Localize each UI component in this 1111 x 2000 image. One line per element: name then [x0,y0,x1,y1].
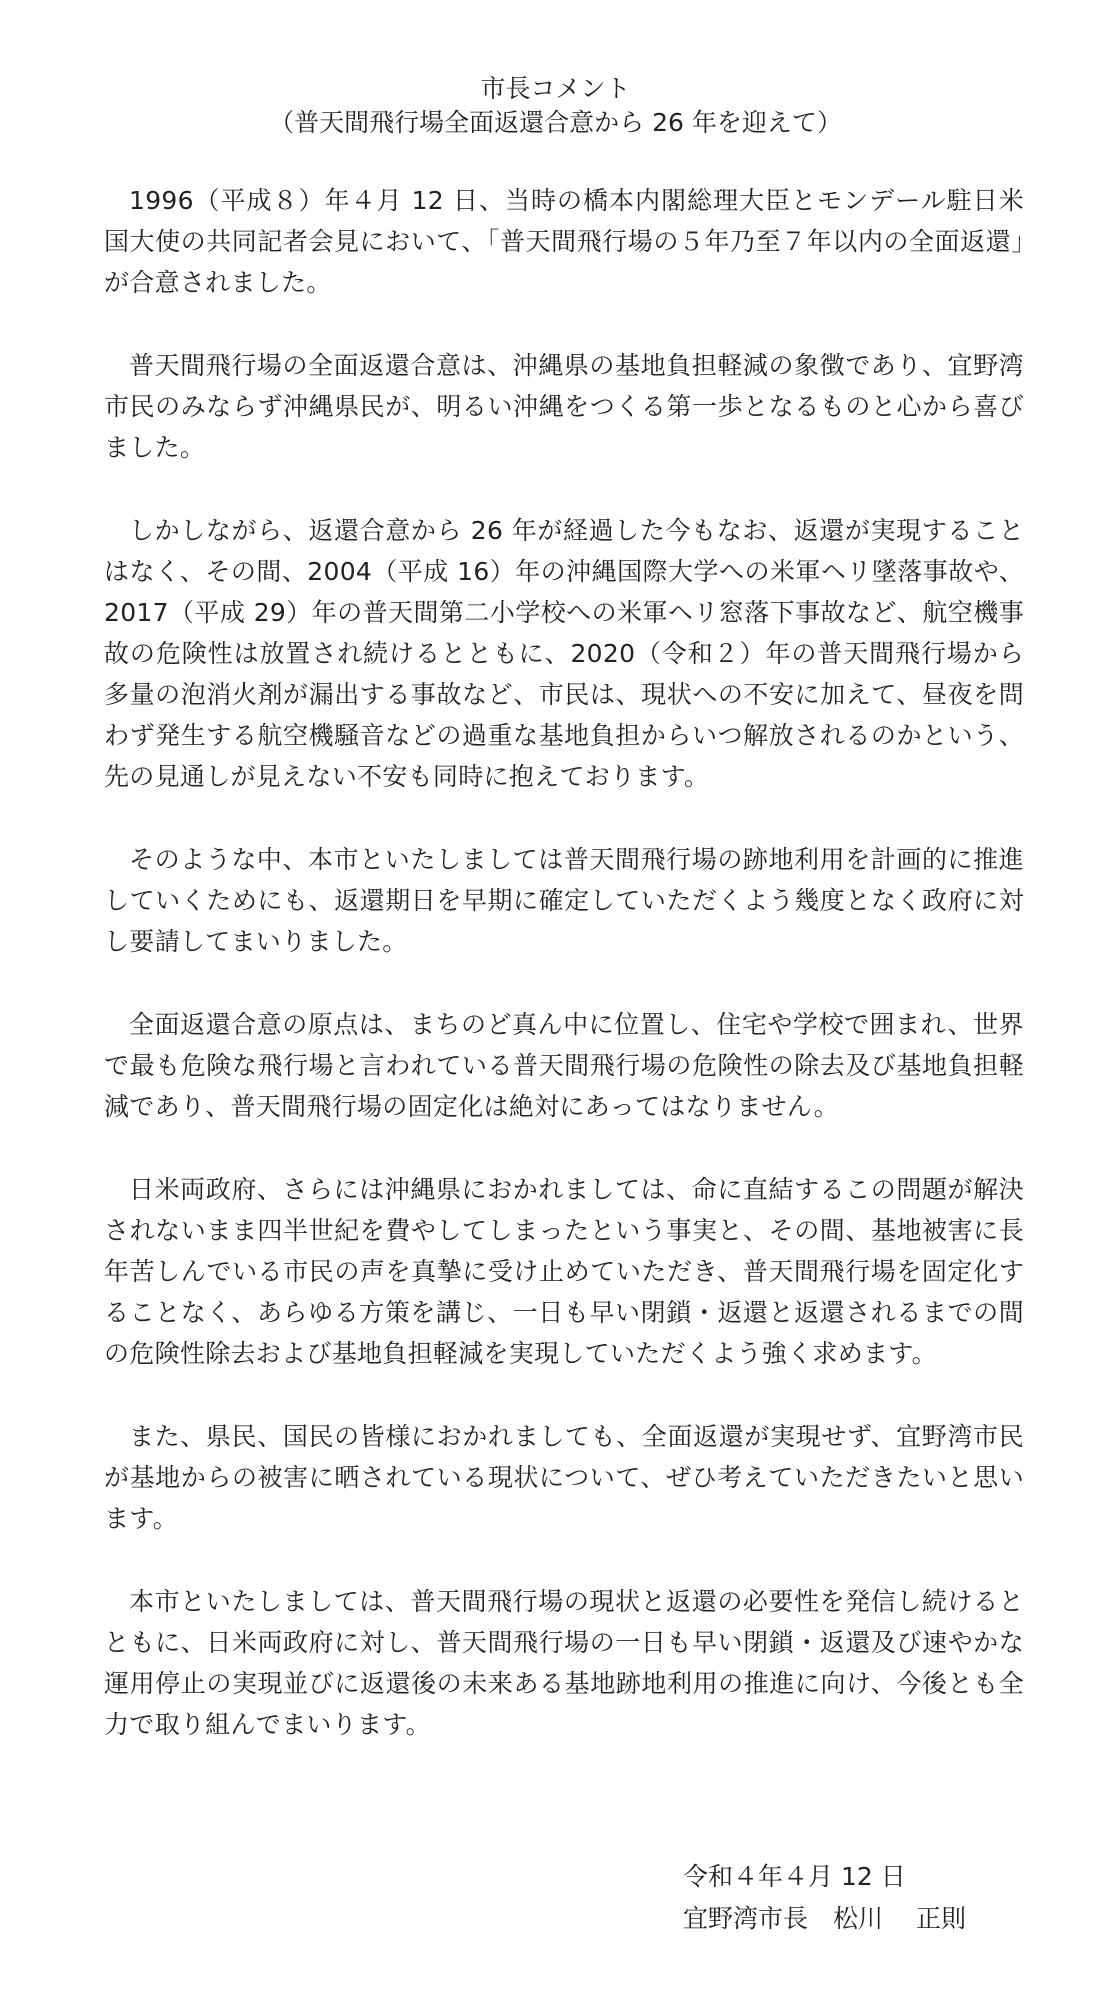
paragraph-5: 全面返還合意の原点は、まちのど真ん中に位置し、住宅や学校で囲まれ、世界で最も危険な飛行場と言われている普天間飛行場の危険性の除去及び基地負担軽減であり、普天間飛行場の固定化は絶対にあってはなりません。 [104,1010,1024,1121]
mayor-signature: 宜野湾市長 松川 正則 [683,1904,966,1933]
paragraph-3: しかしながら、返還合意から 26 年が経過した今もなお、返還が実現することはなく、その間、2004（平成 16）年の沖縄国際大学への米軍ヘリ墜落事故や、2017（平成 29）年の普天間第二小学校への米軍ヘリ窓落下事故など、航空機事故の危険性は放置され続けるとともに、2020（令和２）年の普天間飛行場から多量の泡消火剤が漏出する事故など、市民は、現状への不安に加えて、昼夜を問わず発生する航空機騒音などの過重な基地負担からいつ解放されるのかという、先の見通しが見えない不安も同時に抱えております。 [104,516,1024,791]
document-subtitle: （普天間飛行場全面返還合意から 26 年を迎えて） [269,108,842,137]
paragraph-4: そのような中、本市といたしましては普天間飛行場の跡地利用を計画的に推進していくためにも、返還期日を早期に確定していただくよう幾度となく政府に対し要請してまいりました。 [104,845,1024,956]
paragraph-2: 普天間飛行場の全面返還合意は、沖縄県の基地負担軽減の象徴であり、宜野湾市民のみならず沖縄県民が、明るい沖縄をつくる第一歩となるものと心から喜びました。 [104,351,1024,462]
document-body [104,180,1024,1787]
paragraph-6: 日米両政府、さらには沖縄県におかれましては、命に直結するこの問題が解決されないまま四半世紀を費やしてしまったという事実と、その間、基地被害に長年苦しんでいる市民の声を真摯に受け止めていただき、普天間飛行場を固定化することなく、あらゆる方策を講じ、一日も早い閉鎖・返還と返還されるまでの間の危険性除去および基地負担軽減を実現していただくよう強く求めます。 [104,1175,1024,1368]
document-date: 令和４年４月 12 日 [683,1862,906,1891]
title-block [0,72,1111,140]
document-title: 市長コメント [480,74,631,103]
paragraph-8: 本市といたしましては、普天間飛行場の現状と返還の必要性を発信し続けるとともに、日米両政府に対し、普天間飛行場の一日も早い閉鎖・返還及び速やかな運用停止の実現並びに返還後の未来ある基地跡地利用の推進に向け、今後とも全力で取り組んでまいります。 [104,1587,1024,1739]
paragraph-7: また、県民、国民の皆様におかれましても、全面返還が実現せず、宜野湾市民が基地からの被害に晒されている現状について、ぜひ考えていただきたいと思います。 [104,1422,1024,1533]
paragraph-1: 1996（平成８）年４月 12 日、当時の橋本内閣総理大臣とモンデール駐日米国大使の共同記者会見において、「普天間飛行場の５年乃至７年以内の全面返還」が合意されました。 [104,186,1024,297]
signature-block [683,1856,966,1940]
